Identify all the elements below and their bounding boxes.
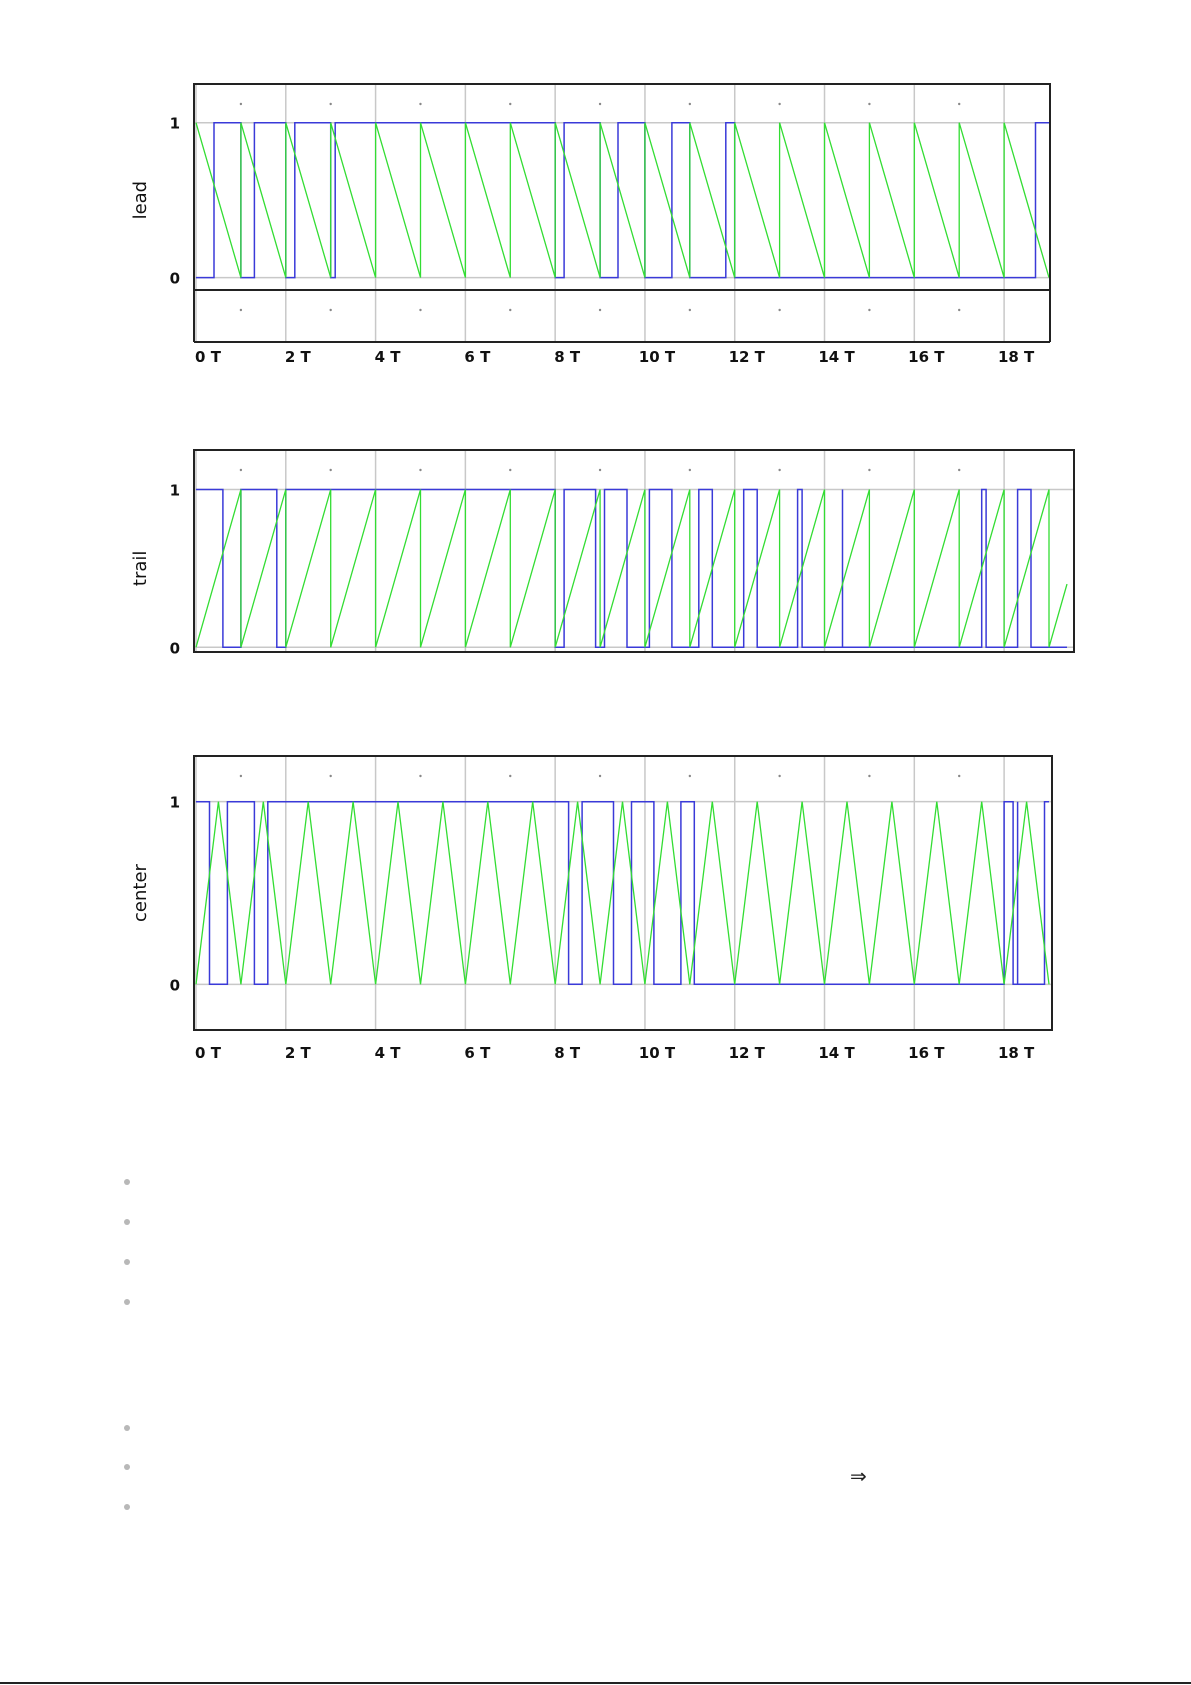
band-dot — [689, 309, 691, 311]
x-tick-label: 4 T — [374, 348, 401, 366]
minor-dot — [240, 469, 242, 471]
y-axis-label: lead — [130, 180, 151, 220]
ramp-series — [196, 123, 1049, 278]
minor-dot — [868, 469, 870, 471]
x-tick-label: 16 T — [908, 348, 945, 366]
chart-lead — [130, 84, 1050, 366]
bullet-b-2 — [124, 1464, 130, 1470]
minor-dot — [509, 469, 511, 471]
x-tick-label: 12 T — [728, 348, 765, 366]
y-tick-label: 0 — [169, 976, 180, 995]
minor-dot — [599, 469, 601, 471]
minor-dot — [868, 775, 870, 777]
ramp-series — [196, 802, 1049, 985]
band-dot — [419, 309, 421, 311]
x-tick-label: 0 T — [195, 348, 221, 366]
plot-frame — [194, 84, 1050, 290]
minor-dot — [329, 775, 331, 777]
minor-dot — [419, 469, 421, 471]
y-tick-label: 1 — [169, 481, 180, 500]
x-tick-label: 2 T — [284, 1044, 311, 1062]
band-dot — [509, 309, 511, 311]
x-tick-label: 16 T — [908, 1044, 945, 1062]
y-tick-label: 1 — [169, 793, 180, 812]
implies-symbol: ⇒ — [850, 1464, 867, 1488]
ramp-series — [196, 490, 1067, 648]
x-tick-label: 14 T — [818, 1044, 855, 1062]
footer-rule — [0, 1682, 1191, 1684]
minor-dot — [778, 103, 780, 105]
x-tick-label: 6 T — [464, 1044, 491, 1062]
x-tick-label: 0 T — [195, 1044, 221, 1062]
minor-dot — [958, 103, 960, 105]
x-tick-label: 8 T — [554, 348, 581, 366]
minor-dot — [329, 103, 331, 105]
band-dot — [868, 309, 870, 311]
minor-dot — [689, 775, 691, 777]
minor-dot — [778, 469, 780, 471]
y-tick-label: 0 — [169, 639, 180, 658]
x-tick-label: 6 T — [464, 348, 491, 366]
y-tick-label: 1 — [169, 114, 180, 133]
minor-dot — [868, 103, 870, 105]
x-tick-label: 14 T — [818, 348, 855, 366]
y-tick-label: 0 — [169, 269, 180, 288]
minor-dot — [778, 775, 780, 777]
bullet-b-3 — [124, 1504, 130, 1510]
x-tick-label: 4 T — [374, 1044, 401, 1062]
y-axis-label: center — [130, 864, 151, 922]
x-tick-label: 8 T — [554, 1044, 581, 1062]
bullet-a-2 — [124, 1219, 130, 1225]
minor-dot — [689, 469, 691, 471]
x-tick-label: 18 T — [997, 348, 1035, 366]
minor-dot — [599, 775, 601, 777]
minor-dot — [689, 103, 691, 105]
band-dot — [958, 309, 960, 311]
bullet-a-4 — [124, 1299, 130, 1305]
chart-trail — [130, 450, 1074, 657]
chart-center — [130, 756, 1052, 1062]
y-axis-label: trail — [130, 550, 151, 587]
bullet-b-1 — [124, 1425, 130, 1431]
minor-dot — [329, 469, 331, 471]
minor-dot — [509, 775, 511, 777]
minor-dot — [419, 775, 421, 777]
x-tick-label: 2 T — [284, 348, 311, 366]
x-tick-label: 12 T — [728, 1044, 765, 1062]
square-series — [196, 802, 1049, 985]
bullet-a-1 — [124, 1179, 130, 1185]
band-dot — [778, 309, 780, 311]
band-dot — [240, 309, 242, 311]
minor-dot — [240, 103, 242, 105]
band-dot — [599, 309, 601, 311]
minor-dot — [599, 103, 601, 105]
minor-dot — [958, 775, 960, 777]
x-tick-label: 18 T — [997, 1044, 1035, 1062]
band-dot — [329, 309, 331, 311]
minor-dot — [419, 103, 421, 105]
plot-frame — [194, 756, 1052, 1030]
x-tick-label: 10 T — [638, 348, 676, 366]
x-tick-label: 10 T — [638, 1044, 676, 1062]
minor-dot — [509, 103, 511, 105]
bullet-a-3 — [124, 1259, 130, 1265]
minor-dot — [240, 775, 242, 777]
minor-dot — [958, 469, 960, 471]
